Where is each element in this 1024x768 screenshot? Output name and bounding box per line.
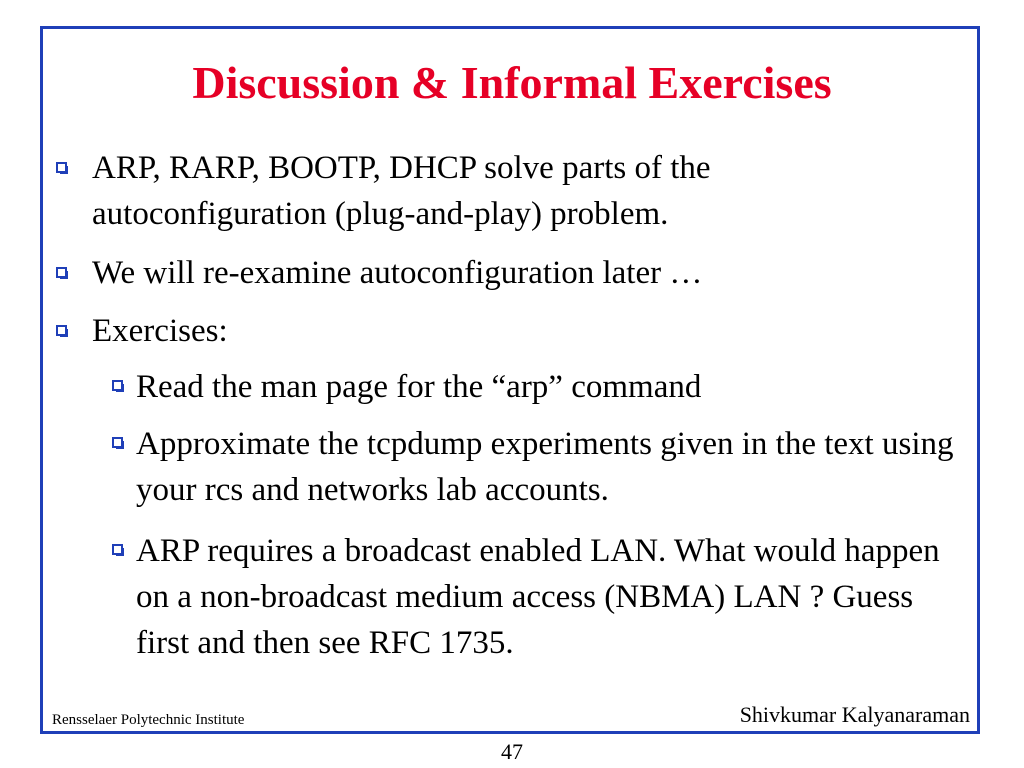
- slide-title: Discussion & Informal Exercises: [192, 57, 832, 108]
- sub-bullet-text: Read the man page for the “arp” command: [136, 369, 702, 405]
- checkbox-bullet-icon: [56, 325, 67, 336]
- checkbox-bullet-icon: [112, 380, 123, 391]
- footer-author: Shivkumar Kalyanaraman: [739, 702, 970, 727]
- bullet-item: [92, 250, 882, 296]
- checkbox-bullet-icon: [56, 162, 67, 173]
- sub-bullet-item: [136, 421, 976, 513]
- checkbox-bullet-icon: [112, 437, 123, 448]
- bullet-item: [92, 145, 882, 237]
- bullet-text: Exercises:: [92, 313, 228, 349]
- sub-bullet-item: [136, 364, 976, 410]
- sub-bullet-item: [136, 528, 956, 666]
- bullet-item: [92, 308, 882, 354]
- footer-institution: Rensselaer Polytechnic Institute: [52, 712, 245, 728]
- bullet-text: ARP, RARP, BOOTP, DHCP solve parts of the autoconfiguration (plug-and-play) problem.: [92, 150, 711, 232]
- checkbox-bullet-icon: [112, 544, 123, 555]
- bullet-text: We will re-examine autoconfiguration later …: [92, 255, 703, 291]
- sub-bullet-text: ARP requires a broadcast enabled LAN. What would happen on a non-broadcast medium access (NBMA) LAN ? Guess first and then see RFC 1735.: [136, 533, 940, 661]
- page-number: 47: [501, 739, 523, 764]
- sub-bullet-text: Approximate the tcpdump experiments given in the text using your rcs and networks lab accounts.: [136, 426, 954, 508]
- checkbox-bullet-icon: [56, 267, 67, 278]
